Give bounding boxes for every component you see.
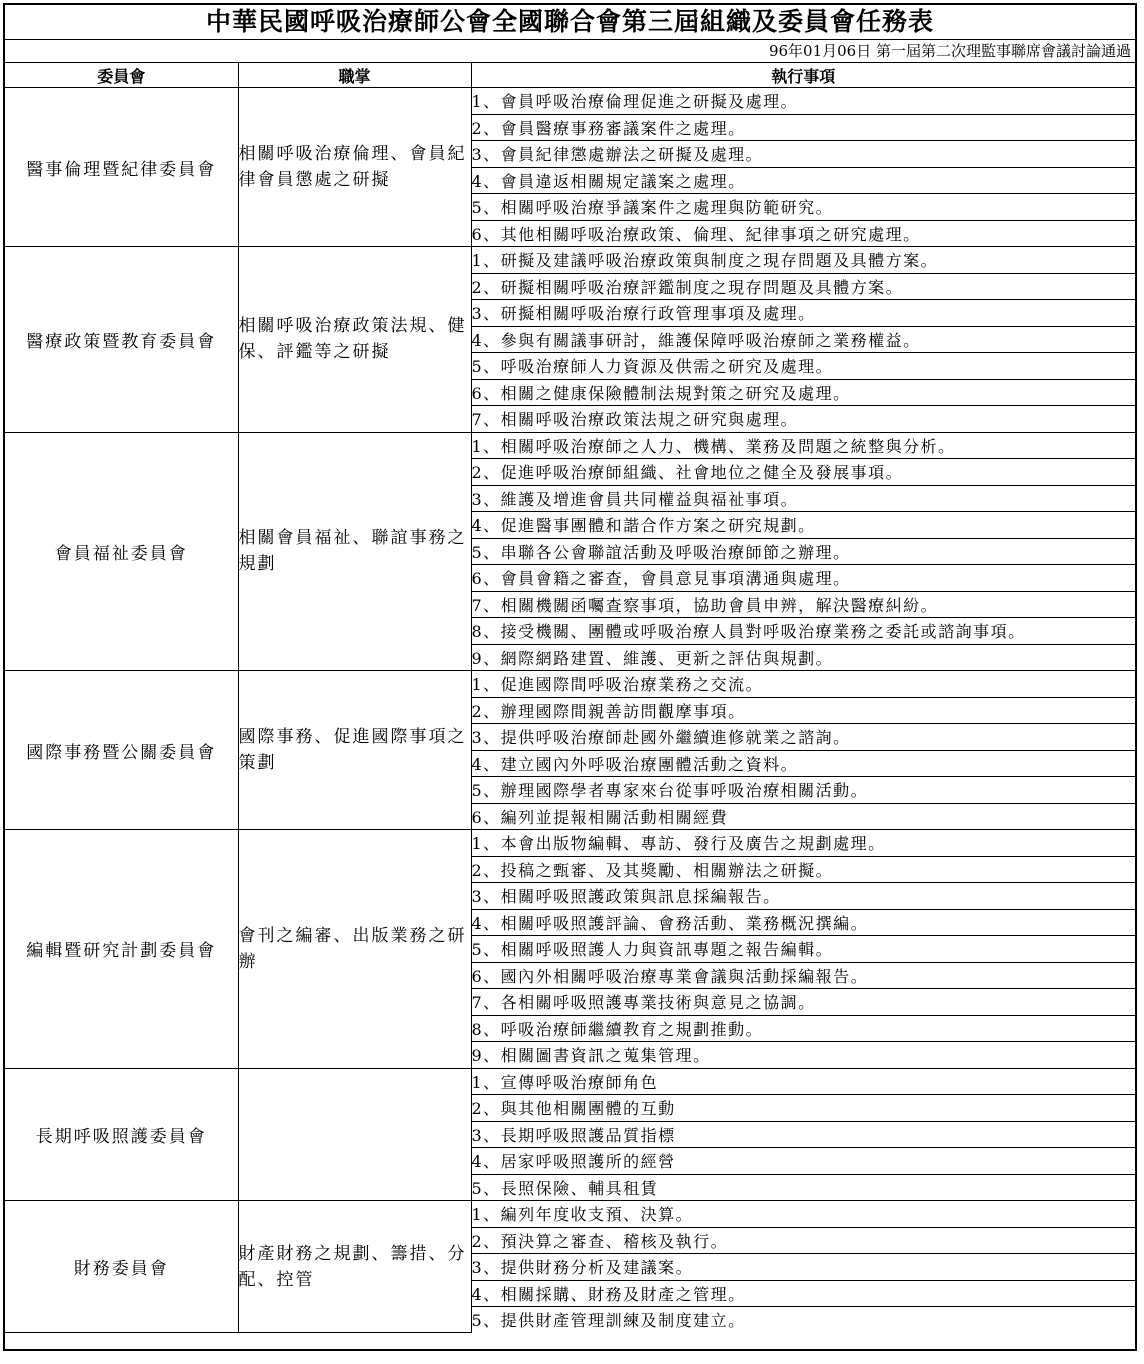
committee-name: 醫事倫理暨紀律委員會 [5,88,238,247]
task-row [5,1068,1135,1095]
header-committee: 委員會 [5,63,238,88]
task-item: 5、呼吸治療師人力資源及供需之研究及處理。 [471,353,1135,380]
committee-duty: 相關呼吸治療政策法規、健保、評鑑等之研擬 [238,247,471,433]
task-item: 1、研擬及建議呼吸治療政策與制度之現存問題及具體方案。 [471,247,1135,274]
task-row [5,830,1135,857]
task-item: 6、會員會籍之審查，會員意見事項溝通與處理。 [471,565,1135,592]
task-item: 6、編列並提報相關活動相關經費 [471,803,1135,830]
task-item: 6、國內外相關呼吸治療專業會議與活動採編報告。 [471,962,1135,989]
committee-name: 國際事務暨公關委員會 [5,671,238,830]
task-item: 4、建立國內外呼吸治療團體活動之資料。 [471,750,1135,777]
task-row [5,432,1135,459]
task-item: 7、各相關呼吸照護專業技術與意見之協調。 [471,989,1135,1016]
task-item: 7、相關呼吸治療政策法規之研究與處理。 [471,406,1135,433]
task-item: 7、相關機關函囑查察事項，協助會員申辨，解決醫療糾紛。 [471,591,1135,618]
task-item: 2、辦理國際間親善訪問觀摩事項。 [471,697,1135,724]
committee-name: 會員福祉委員會 [5,432,238,671]
task-item: 1、促進國際間呼吸治療業務之交流。 [471,671,1135,698]
committee-name: 醫療政策暨教育委員會 [5,247,238,433]
task-item: 1、會員呼吸治療倫理促進之研擬及處理。 [471,88,1135,115]
committee-name: 財務委員會 [5,1201,238,1333]
committee-rows [5,88,1135,1333]
task-item: 4、參與有關議事研討，維護保障呼吸治療師之業務權益。 [471,326,1135,353]
task-item: 2、研擬相關呼吸治療評鑑制度之現存問題及具體方案。 [471,273,1135,300]
committee-duty: 財產財務之規劃、籌措、分配、控管 [238,1201,471,1333]
approval-note: 96年01月06日 第一屆第二次理監事聯席會議討論通過 [5,40,1135,63]
committee-duty: 相關會員福祉、聯誼事務之規劃 [238,432,471,671]
task-item: 4、促進醫事團體和諧合作方案之研究規劃。 [471,512,1135,539]
task-item: 3、會員紀律懲處辦法之研擬及處理。 [471,141,1135,168]
task-item: 4、相關呼吸照護評論、會務活動、業務概況撰編。 [471,909,1135,936]
task-item: 1、本會出版物編輯、專訪、發行及廣告之規劃處理。 [471,830,1135,857]
task-item: 5、長照保險、輔具租賃 [471,1174,1135,1201]
task-item: 4、會員違返相關規定議案之處理。 [471,167,1135,194]
task-row [5,88,1135,115]
task-item: 5、辦理國際學者專家來台從事呼吸治療相關活動。 [471,777,1135,804]
task-row [5,247,1135,274]
task-row [5,671,1135,698]
header-tasks: 執行事項 [471,63,1135,88]
organization-task-sheet [3,3,1137,1351]
task-item: 2、促進呼吸治療師組織、社會地位之健全及發展事項。 [471,459,1135,486]
task-item: 5、提供財產管理訓練及制度建立。 [471,1307,1135,1333]
committee-name: 長期呼吸照護委員會 [5,1068,238,1201]
task-item: 2、投稿之甄審、及其獎勵、相關辦法之研擬。 [471,856,1135,883]
task-item: 5、相關呼吸治療爭議案件之處理與防範研究。 [471,194,1135,221]
task-item: 3、長期呼吸照護品質指標 [471,1121,1135,1148]
task-item: 4、居家呼吸照護所的經營 [471,1148,1135,1175]
task-item: 5、相關呼吸照護人力與資訊專題之報告編輯。 [471,936,1135,963]
task-item: 3、提供財務分析及建議案。 [471,1254,1135,1281]
header-duty: 職掌 [238,63,471,88]
task-item: 3、維護及增進會員共同權益與福祉事項。 [471,485,1135,512]
task-item: 2、與其他相關團體的互動 [471,1095,1135,1122]
task-item: 5、串聯各公會聯誼活動及呼吸治療師節之辦理。 [471,538,1135,565]
task-item: 3、研擬相關呼吸治療行政管理事項及處理。 [471,300,1135,327]
committee-duty: 國際事務、促進國際事項之策劃 [238,671,471,830]
task-item: 1、宣傳呼吸治療師角色 [471,1068,1135,1095]
task-item: 1、編列年度收支預、決算。 [471,1201,1135,1228]
task-item: 2、會員醫療事務審議案件之處理。 [471,114,1135,141]
committee-table [5,63,1135,1333]
task-item: 8、接受機關、團體或呼吸治療人員對呼吸治療業務之委託或諮詢事項。 [471,618,1135,645]
committee-duty: 會刊之編審、出版業務之研辦 [238,830,471,1069]
task-item: 9、網際網路建置、維護、更新之評估與規劃。 [471,644,1135,671]
task-item: 1、相關呼吸治療師之人力、機構、業務及問題之統整與分析。 [471,432,1135,459]
header-row [5,63,1135,88]
task-item: 8、呼吸治療師繼續教育之規劃推動。 [471,1015,1135,1042]
committee-duty: 相關呼吸治療倫理、會員紀律會員懲處之研擬 [238,88,471,247]
task-item: 6、相關之健康保險體制法規對策之研究及處理。 [471,379,1135,406]
task-item: 3、提供呼吸治療師赴國外繼續進修就業之諮詢。 [471,724,1135,751]
committee-name: 編輯暨研究計劃委員會 [5,830,238,1069]
task-row [5,1201,1135,1228]
task-item: 3、相關呼吸照護政策與訊息採編報告。 [471,883,1135,910]
task-item: 9、相關圖書資訊之蒐集管理。 [471,1042,1135,1069]
task-item: 6、其他相關呼吸治療政策、倫理、紀律事項之研究處理。 [471,220,1135,247]
document-title: 中華民國呼吸治療師公會全國聯合會第三屆組織及委員會任務表 [5,5,1135,40]
task-item: 4、相關採購、財務及財產之管理。 [471,1280,1135,1307]
committee-duty [238,1068,471,1201]
task-item: 2、預決算之審查、稽核及執行。 [471,1227,1135,1254]
